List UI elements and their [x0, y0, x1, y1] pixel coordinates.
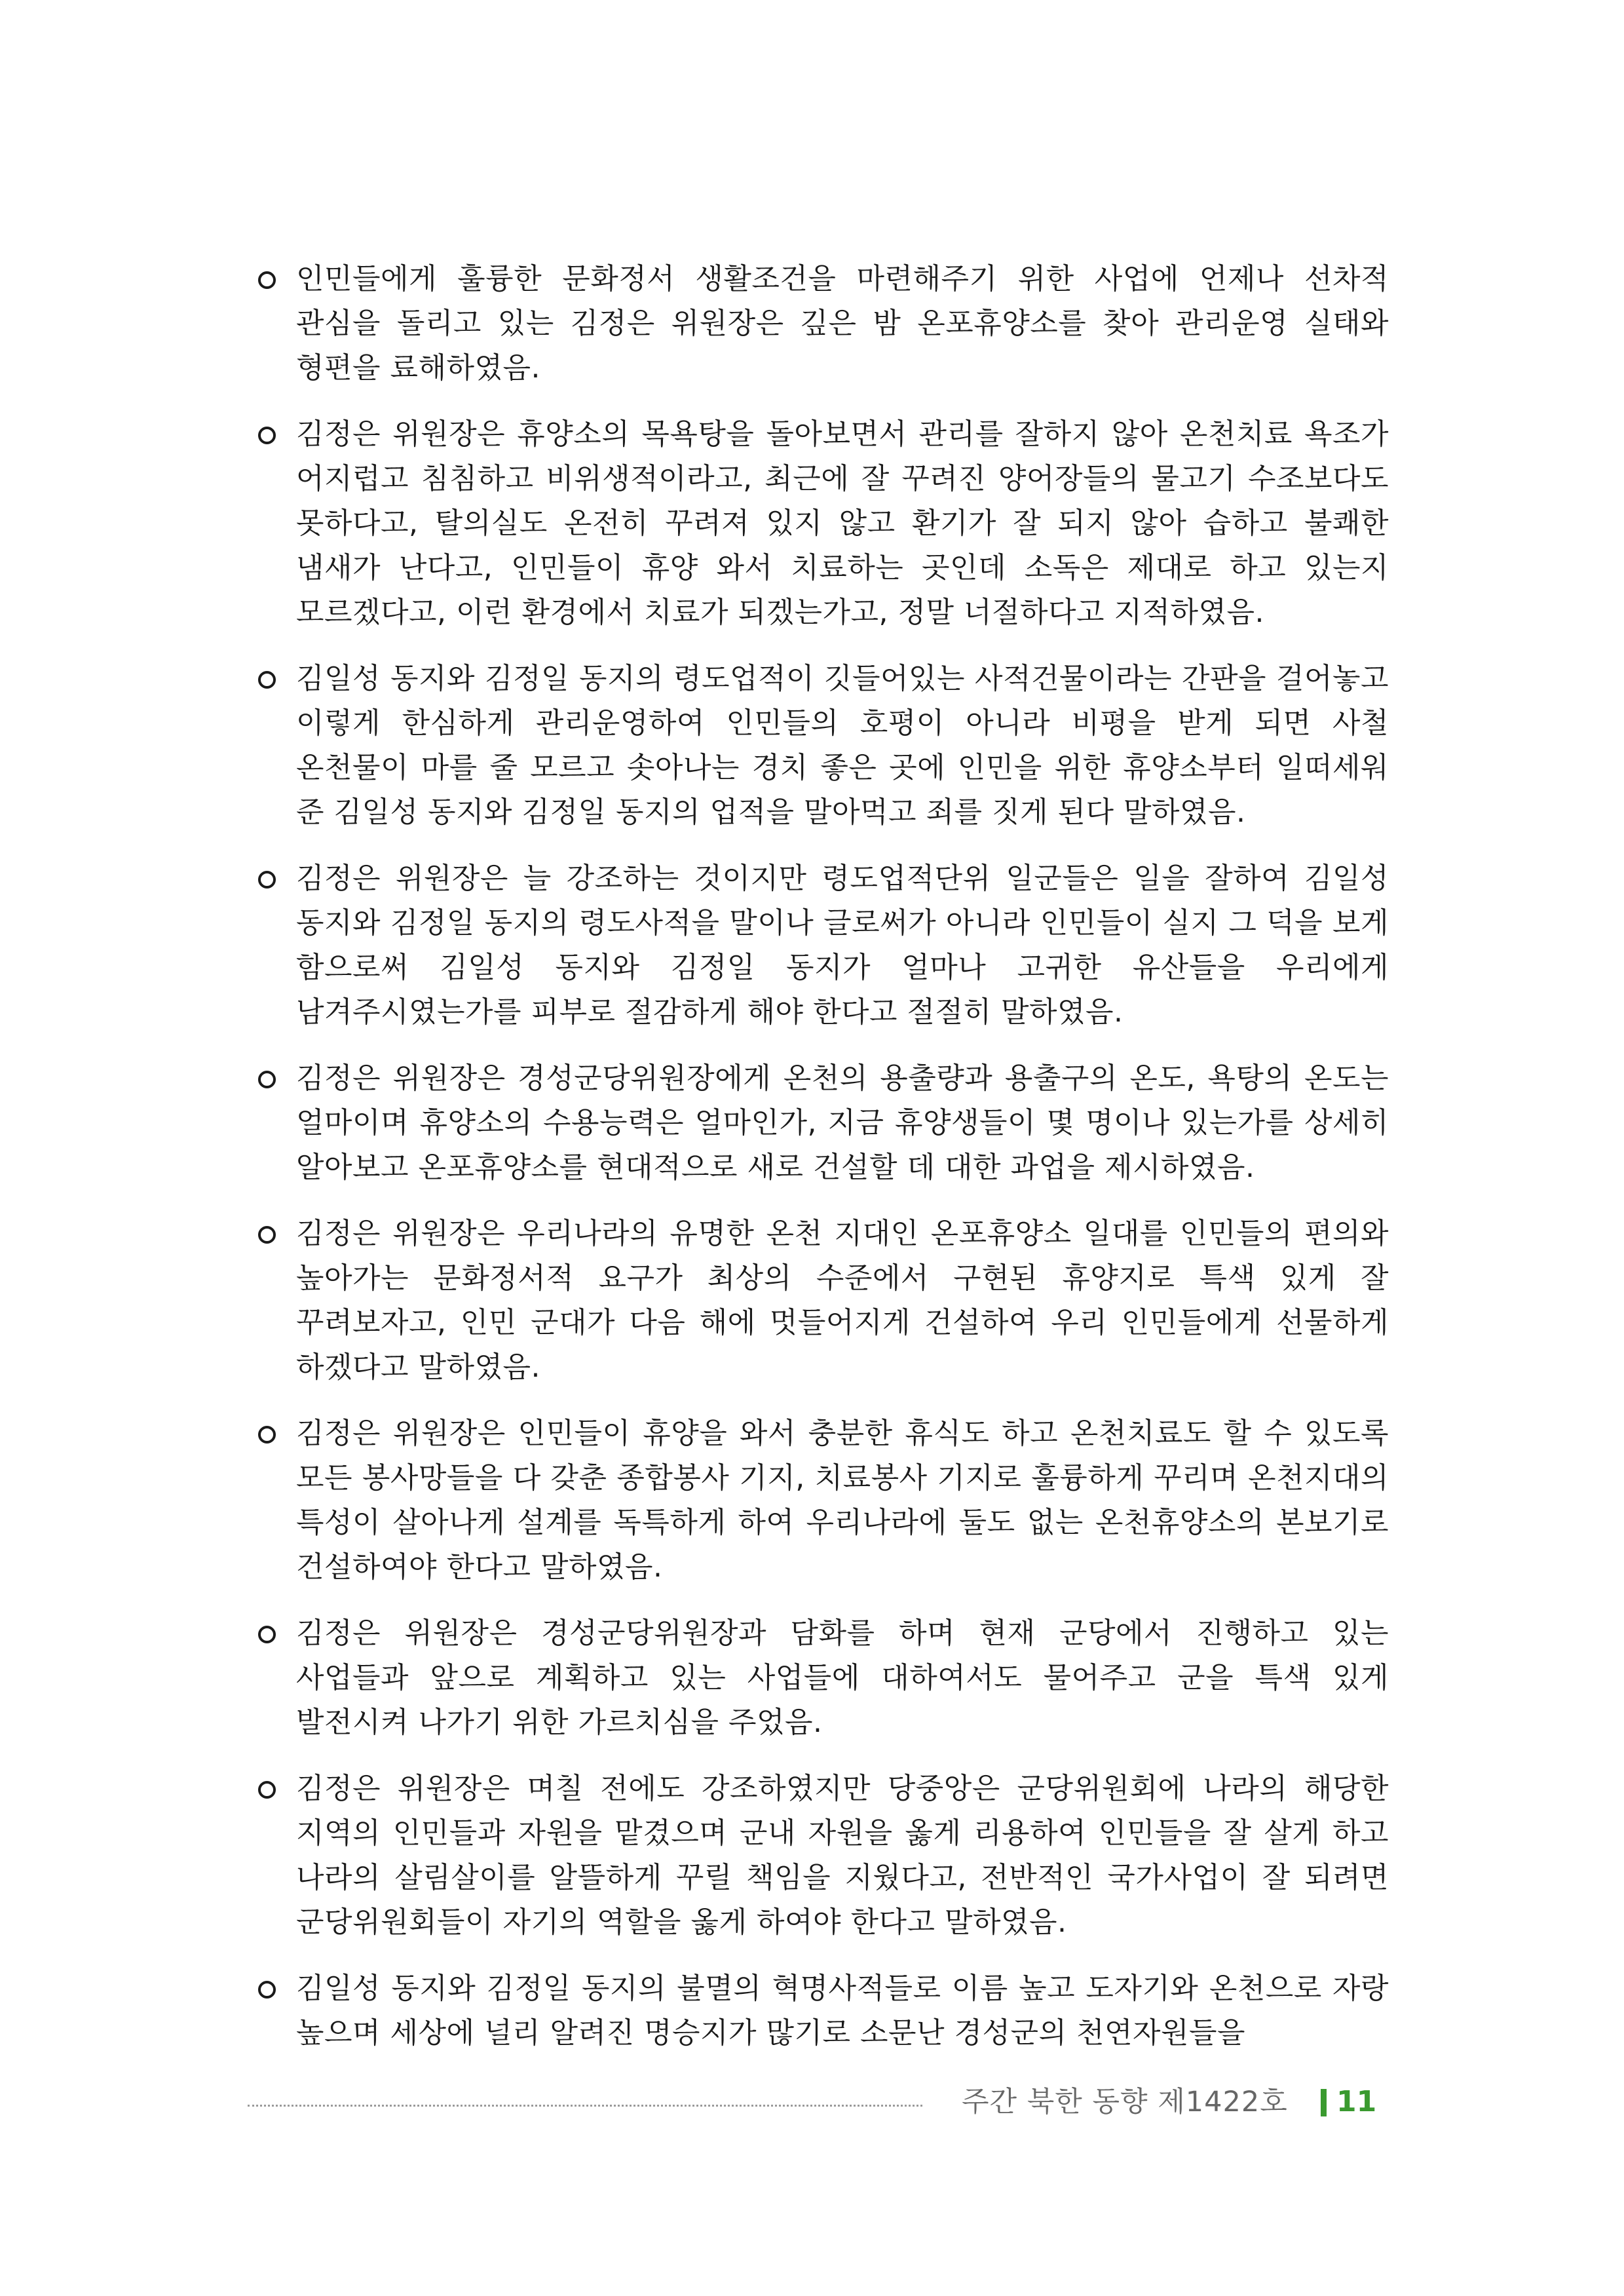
bullet-item [255, 1056, 1389, 1190]
circle-bullet-icon [258, 1981, 276, 1999]
bullet-item [255, 1611, 1389, 1745]
circle-bullet-icon [258, 871, 276, 889]
bullet-text: 김정은 위원장은 우리나라의 유명한 온천 지대인 온포휴양소 일대를 인민들의 편의와 높아가는 문화정서적 요구가 최상의 수준에서 구현된 휴양지로 특색 있게 잘 꾸려보자고, 인민 군대가 다음 해에 멋들어지게 건설하여 우리 인민들에게 선물하게 하겠다고 말하였음. [296, 1217, 1389, 1384]
bullet-item [255, 856, 1389, 1035]
bullet-item [255, 1212, 1389, 1390]
bullet-text: 김정은 위원장은 인민들이 휴양을 와서 충분한 휴식도 하고 온천치료도 할 수 있도록 모든 봉사망들을 다 갖춘 종합봉사 기지, 치료봉사 기지로 훌륭하게 꾸리며 온천지대의 특성이 살아나게 설계를 독특하게 하여 우리나라에 둘도 없는 온천휴양소의 본보기로 건설하여야 한다고 말하였음. [296, 1417, 1389, 1584]
circle-bullet-icon [258, 1426, 276, 1444]
circle-bullet-icon [258, 1626, 276, 1643]
page-footer [248, 2076, 1377, 2128]
bullet-text: 김정은 위원장은 늘 강조하는 것이지만 령도업적단위 일군들은 일을 잘하여 김일성 동지와 김정일 동지의 령도사적을 말이나 글로써가 아니라 인민들이 실지 그 덕을 보게 함으로써 김일성 동지와 김정일 동지가 얼마나 고귀한 유산들을 우리에게 남겨주시였는가를 피부로 절감하게 해야 한다고 절절히 말하였음. [296, 862, 1389, 1029]
bullet-item [255, 257, 1389, 391]
bullet-item [255, 412, 1389, 635]
bullet-item [255, 1966, 1389, 2056]
bullet-list [255, 257, 1389, 2077]
bullet-text: 김일성 동지와 김정일 동지의 령도업적이 깃들어있는 사적건물이라는 간판을 걸어놓고 이렇게 한심하게 관리운영하여 인민들의 호평이 아니라 비평을 받게 되면 사철 온천물이 마를 줄 모르고 솟아나는 경치 좋은 곳에 인민을 위한 휴양소부터 일떠세워 준 김일성 동지와 김정일 동지의 업적을 말아먹고 죄를 짓게 된다 말하였음. [296, 662, 1389, 829]
circle-bullet-icon [258, 1226, 276, 1244]
bullet-item [255, 657, 1389, 835]
bullet-text: 김정은 위원장은 며칠 전에도 강조하였지만 당중앙은 군당위원회에 나라의 해당한 지역의 인민들과 자원을 맡겼으며 군내 자원을 옳게 리용하여 인민들을 잘 살게 하고 나라의 살림살이를 알뜰하게 꾸릴 책임을 지웠다고, 전반적인 국가사업이 잘 되려면 군당위원회들이 자기의 역할을 옳게 하여야 한다고 말하였음. [296, 1772, 1389, 1939]
circle-bullet-icon [258, 1781, 276, 1799]
bullet-text: 김정은 위원장은 경성군당위원장과 담화를 하며 현재 군당에서 진행하고 있는 사업들과 앞으로 계획하고 있는 사업들에 대하여서도 물어주고 군을 특색 있게 발전시켜 나가기 위한 가르치심을 주었음. [296, 1617, 1389, 1739]
circle-bullet-icon [258, 271, 276, 289]
circle-bullet-icon [258, 671, 276, 689]
bullet-text: 김일성 동지와 김정일 동지의 불멸의 혁명사적들로 이름 높고 도자기와 온천으로 자랑 높으며 세상에 널리 알려진 명승지가 많기로 소문난 경성군의 천연자원들을 [296, 1972, 1389, 2050]
bullet-text: 인민들에게 훌륭한 문화정서 생활조건을 마련해주기 위한 사업에 언제나 선차적 관심을 돌리고 있는 김정은 위원장은 깊은 밤 온포휴양소를 찾아 관리운영 실태와 형편을 료해하였음. [296, 262, 1389, 385]
bullet-item [255, 1411, 1389, 1590]
bullet-item [255, 1767, 1389, 1945]
footer-accent-bar [1321, 2089, 1327, 2116]
footer-dotted-rule [248, 2105, 922, 2107]
page-number: 11 [1336, 2085, 1377, 2118]
circle-bullet-icon [258, 1071, 276, 1088]
circle-bullet-icon [258, 427, 276, 444]
bullet-text: 김정은 위원장은 휴양소의 목욕탕을 돌아보면서 관리를 잘하지 않아 온천치료 욕조가 어지럽고 침침하고 비위생적이라고, 최근에 잘 꾸려진 양어장들의 물고기 수조보다도 못하다고, 탈의실도 온전히 꾸려져 있지 않고 환기가 잘 되지 않아 습하고 불쾌한 냄새가 난다고, 인민들이 휴양 와서 치료하는 곳인데 소독은 제대로 하고 있는지 모르겠다고, 이런 환경에서 치료가 되겠는가고, 정말 너절하다고 지적하였음. [296, 417, 1389, 629]
footer-publication-title: 주간 북한 동향 제1422호 [962, 2086, 1288, 2118]
bullet-text: 김정은 위원장은 경성군당위원장에게 온천의 용출량과 용출구의 온도, 욕탕의 온도는 얼마이며 휴양소의 수용능력은 얼마인가, 지금 휴양생들이 몇 명이나 있는가를 상세히 알아보고 온포휴양소를 현대적으로 새로 건설할 데 대한 과업을 제시하였음. [296, 1062, 1389, 1184]
